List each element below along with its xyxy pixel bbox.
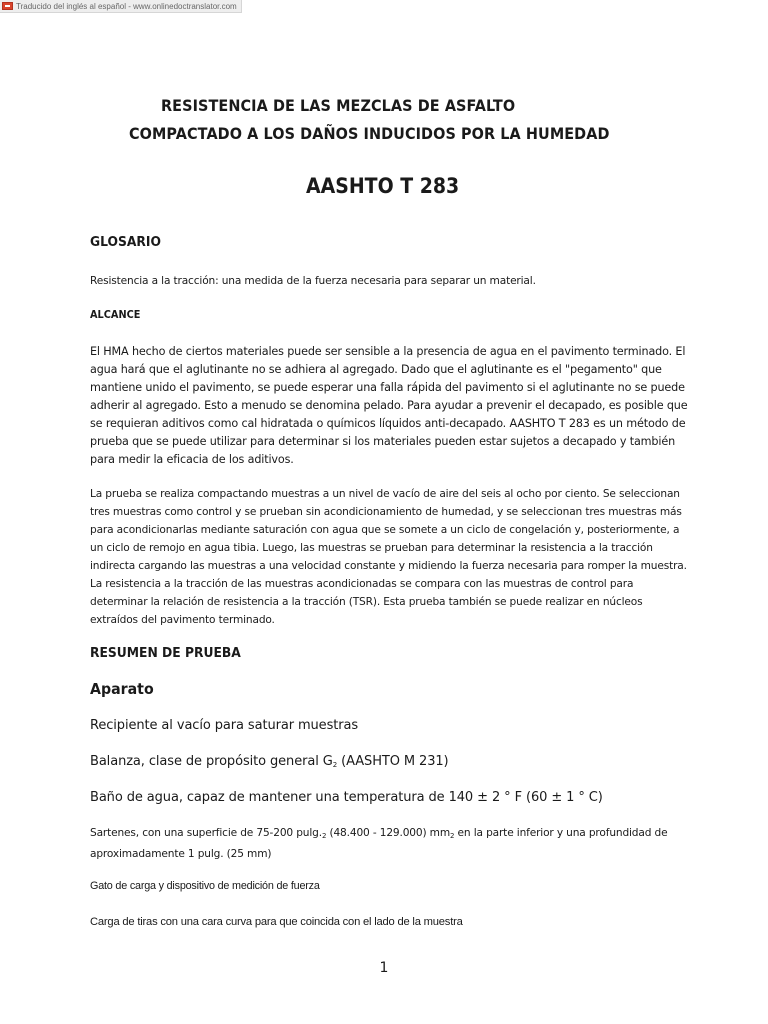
scope-heading: ALCANCE <box>90 309 141 321</box>
page-number: 1 <box>379 960 389 976</box>
apparatus-item-load-jack: Gato de carga y dispositivo de medición de fuerza <box>90 880 320 892</box>
balance-text: Balanza, clase de propósito general G <box>90 754 333 769</box>
apparatus-heading: Aparato <box>90 680 154 698</box>
standard-title: AASHTO T 283 <box>306 174 460 198</box>
glossary-heading: GLOSARIO <box>90 235 161 250</box>
translator-banner-text[interactable]: Traducido del inglés al español - www.onlinedoctranslator.com <box>16 1 237 11</box>
apparatus-item-pans <box>90 824 690 863</box>
apparatus-item-vacuum-container: Recipiente al vacío para saturar muestras <box>90 718 359 733</box>
apparatus-item-water-bath: Baño de agua, capaz de mantener una temperatura de 140 ± 2 ° F (60 ± 1 ° C) <box>90 790 603 805</box>
pans-subscript-2: 2 <box>450 832 455 840</box>
summary-heading: RESUMEN DE PRUEBA <box>90 646 241 661</box>
glossary-text: Resistencia a la tracción: una medida de la fuerza necesaria para separar un material. <box>90 275 536 287</box>
scope-paragraph-1: El HMA hecho de ciertos materiales puede ser sensible a la presencia de agua en el pavimento terminado. El agua hará que el aglutinante no se adhiera al agregado. Dado que el aglutinante es el "pegamento" que mantiene unido el pavimento, se puede esperar una falla rápida del pavimento si el aglutinante no se puede adherir al agregado. Esto a menudo se denomina pelado. Para ayudar a prevenir el decapado, es posible que se requieran aditivos como cal hidratada o químicos líquidos anti-decapado. AASHTO T 283 es un método de prueba que se puede utilizar para determinar si los materiales pueden estar sujetos a decapado y también para medir la eficacia de los aditivos. <box>90 345 688 466</box>
pans-text-a: Sartenes, con una superficie de 75-200 pulg. <box>90 827 322 839</box>
document-title-line-1: RESISTENCIA DE LAS MEZCLAS DE ASFALTO <box>161 96 516 115</box>
translator-logo-icon <box>2 2 13 10</box>
document-title-line-2: COMPACTADO A LOS DAÑOS INDUCIDOS POR LA HUMEDAD <box>129 124 610 143</box>
apparatus-item-loading-strips: Carga de tiras con una cara curva para que coincida con el lado de la muestra <box>90 916 463 928</box>
pans-text-c: en la parte inferior y una profundidad de aproximadamente 1 pulg. (25 mm) <box>90 827 668 860</box>
balance-subscript: 2 <box>332 761 338 769</box>
pans-text-b: (48.400 - 129.000) mm <box>326 827 451 839</box>
apparatus-item-balance <box>90 753 690 774</box>
translator-banner[interactable] <box>0 0 242 13</box>
scope-paragraph-2: La prueba se realiza compactando muestras a un nivel de vacío de aire del seis al ocho por ciento. Se seleccionan tres muestras como control y se prueban sin acondicionamiento de humedad, y se seleccionan tres muestras más para acondicionarlas mediante saturación con agua que se somete a un ciclo de congelación y, posteriormente, a un ciclo de remojo en agua tibia. Luego, las muestras se prueban para determinar la resistencia a la tracción indirecta cargando las muestras a una velocidad constante y midiendo la fuerza necesaria para romper la muestra. La resistencia a la tracción de las muestras acondicionadas se compara con las muestras de control para determinar la relación de resistencia a la tracción (TSR). Esta prueba también se puede realizar en núcleos extraídos del pavimento terminado. <box>90 488 687 626</box>
pans-subscript-1: 2 <box>321 832 327 840</box>
balance-standard: (AASHTO M 231) <box>337 754 449 769</box>
